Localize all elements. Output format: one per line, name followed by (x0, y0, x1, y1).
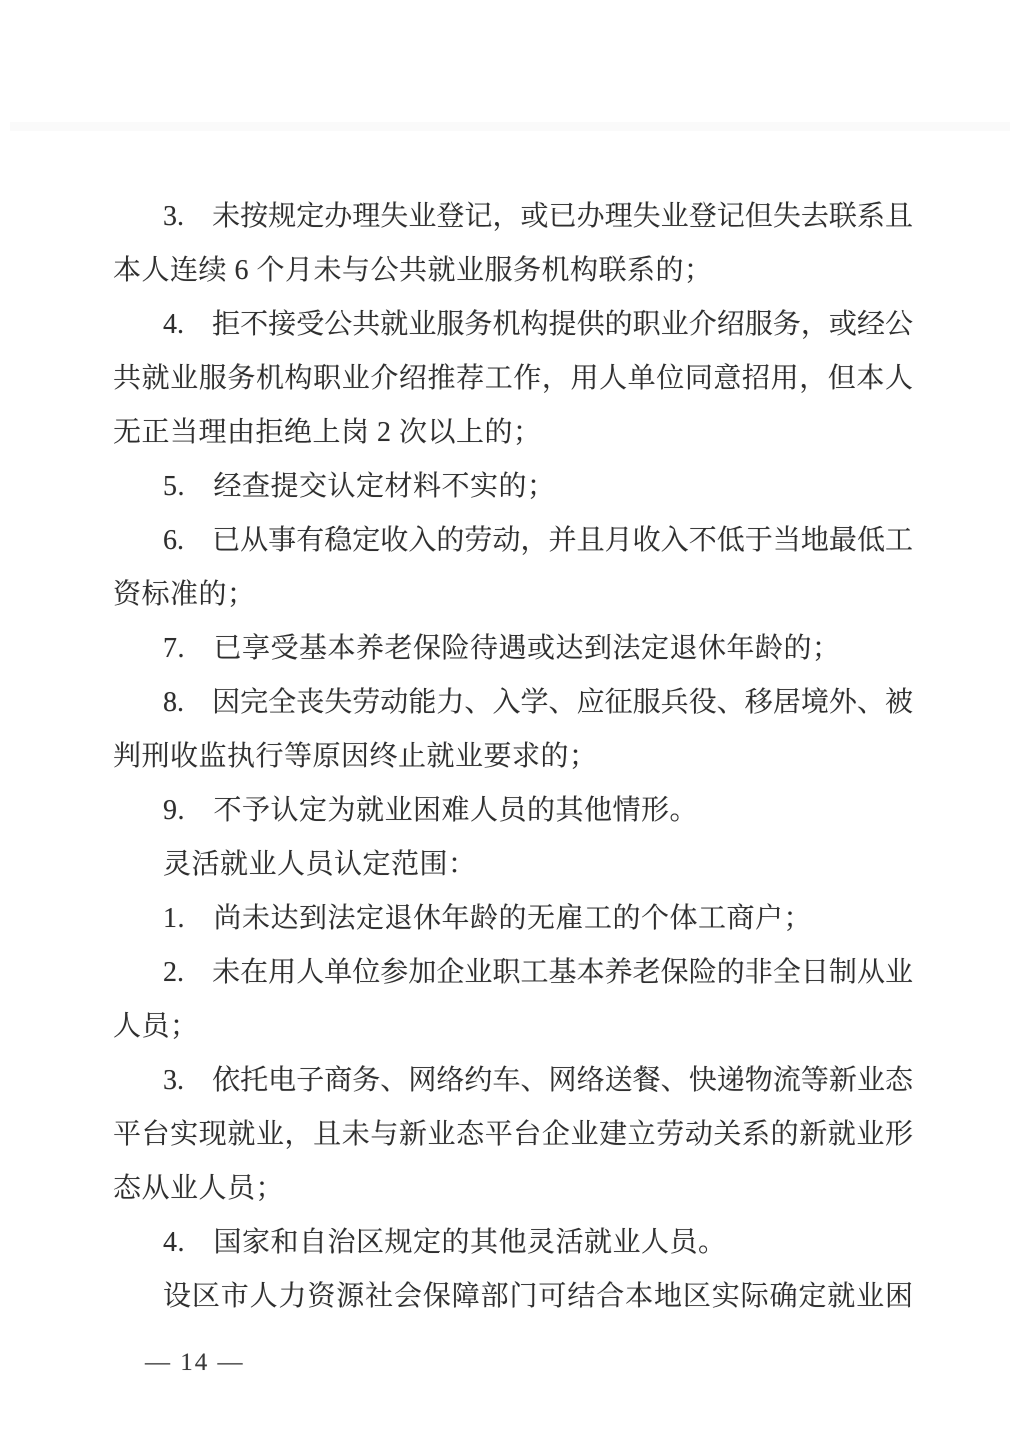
document-line: 7. 已享受基本养老保险待遇或达到法定退休年龄的； (163, 633, 841, 664)
document-line: 无正当理由拒绝上岗 2 次以上的； (113, 417, 542, 448)
scan-artifact (10, 122, 1010, 131)
document-line: 态从业人员； (113, 1173, 285, 1204)
document-line: 3. 未按规定办理失业登记，或已办理失业登记但失去联系且 (163, 201, 913, 232)
document-line: 2. 未在用人单位参加企业职工基本养老保险的非全日制从业 (163, 957, 913, 988)
document-line: 本人连续 6 个月未与公共就业服务机构联系的； (113, 255, 713, 286)
document-line: 4. 国家和自治区规定的其他灵活就业人员。 (163, 1227, 727, 1258)
document-line: 资标准的； (113, 579, 256, 610)
document-line: 判刑收监执行等原因终止就业要求的； (113, 741, 598, 772)
document-line: 灵活就业人员认定范围： (163, 849, 477, 880)
document-line: 平台实现就业，且未与新业态平台企业建立劳动关系的新就业形 (113, 1119, 913, 1150)
document-line: 4. 拒不接受公共就业服务机构提供的职业介绍服务，或经公 (163, 309, 913, 340)
document-line: 1. 尚未达到法定退休年龄的无雇工的个体工商户； (163, 903, 813, 934)
document-body (113, 190, 913, 1324)
document-line: 9. 不予认定为就业困难人员的其他情形。 (163, 795, 699, 826)
document-line: 共就业服务机构职业介绍推荐工作，用人单位同意招用，但本人 (113, 363, 913, 394)
document-line: 3. 依托电子商务、网络约车、网络送餐、快递物流等新业态 (163, 1065, 913, 1096)
document-line: 8. 因完全丧失劳动能力、入学、应征服兵役、移居境外、被 (163, 687, 913, 718)
document-line: 人员； (113, 1011, 199, 1042)
document-line: 5. 经查提交认定材料不实的； (163, 471, 556, 502)
document-line: 设区市人力资源社会保障部门可结合本地区实际确定就业困 (163, 1281, 913, 1312)
page-number: — 14 — (145, 1349, 245, 1376)
document-line: 6. 已从事有稳定收入的劳动，并且月收入不低于当地最低工 (163, 525, 913, 556)
